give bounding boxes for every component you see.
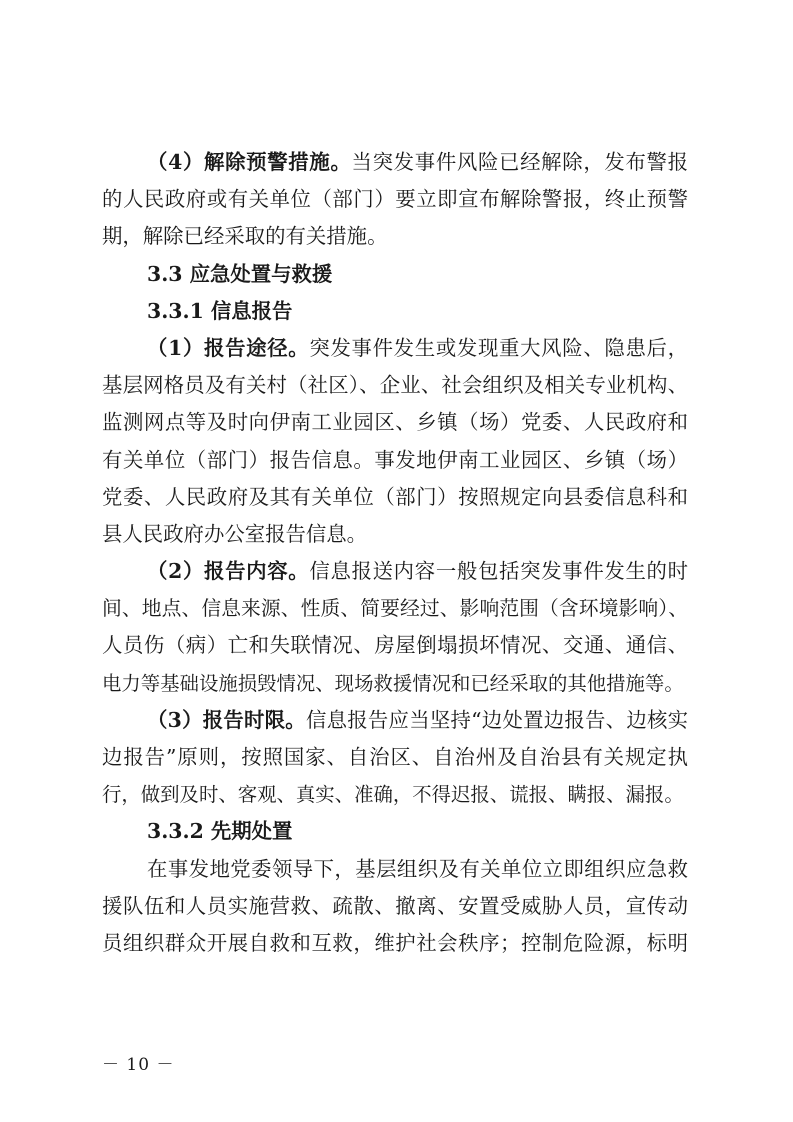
text-line: 的人民政府或有关单位（部门）要立即宣布解除警报，终止预警 (102, 187, 688, 212)
text-line: 在事发地党委领导下，基层组织及有关单位立即组织应急救 (147, 856, 688, 881)
paragraph-lead: （3）报告时限。 (147, 707, 306, 732)
text-line: （1）报告途径。突发事件发生或发现重大风险、隐患后， (147, 335, 689, 360)
subsection-heading: 3.3.1 信息报告 (147, 298, 293, 323)
text-line: （2）报告内容。信息报送内容一般包括突发事件发生的时 (147, 559, 689, 584)
text-line: 人员伤（病）亡和失联情况、房屋倒塌损坏情况、交通、通信、 (102, 633, 688, 658)
paragraph-lead: （4）解除预警措施。 (147, 150, 352, 174)
text-line: （4）解除预警措施。当突发事件风险已经解除，发布警报 (147, 150, 689, 174)
paragraph-lead: （2）报告内容。 (147, 559, 310, 584)
text-line: 行，做到及时、客观、真实、准确，不得迟报、谎报、瞒报、漏报。 (102, 783, 684, 807)
text-line: 电力等基础设施损毁情况、现场救援情况和已经采取的其他措施等。 (102, 671, 684, 695)
subsection-heading: 3.3.2 先期处置 (147, 819, 293, 844)
section-heading: 3.3 应急处置与救援 (147, 261, 333, 286)
text-line: 有关单位（部门）报告信息。事发地伊南工业园区、乡镇（场） (102, 447, 688, 472)
text-line: 县人民政府办公室报告信息。 (102, 521, 368, 546)
text-line: 边报告”原则，按照国家、自治区、自治州及自治县有关规定执 (102, 745, 688, 769)
text-line: （3）报告时限。信息报告应当坚持“边处置边报告、边核实 (147, 707, 688, 732)
text-line: 援队伍和人员实施营救、疏散、撤离、安置受威胁人员，宣传动 (102, 893, 688, 918)
text-line: 间、地点、信息来源、性质、简要经过、影响范围（含环境影响）、 (102, 597, 688, 621)
text-line: 监测网点等及时向伊南工业园区、乡镇（场）党委、人民政府和 (102, 410, 688, 435)
text-line: 党委、人民政府及其有关单位（部门）按照规定向县委信息科和 (102, 484, 688, 509)
page-number: － 10 － (102, 1055, 175, 1075)
text-line: 期，解除已经采取的有关措施。 (102, 224, 388, 249)
paragraph-lead: （1）报告途径。 (147, 335, 310, 360)
text-line: 基层网格员及有关村（社区）、企业、社会组织及相关专业机构、 (102, 373, 688, 398)
document-body (102, 144, 688, 962)
text-line: 员组织群众开展自救和互救，维护社会秩序；控制危险源，标明 (102, 930, 688, 955)
